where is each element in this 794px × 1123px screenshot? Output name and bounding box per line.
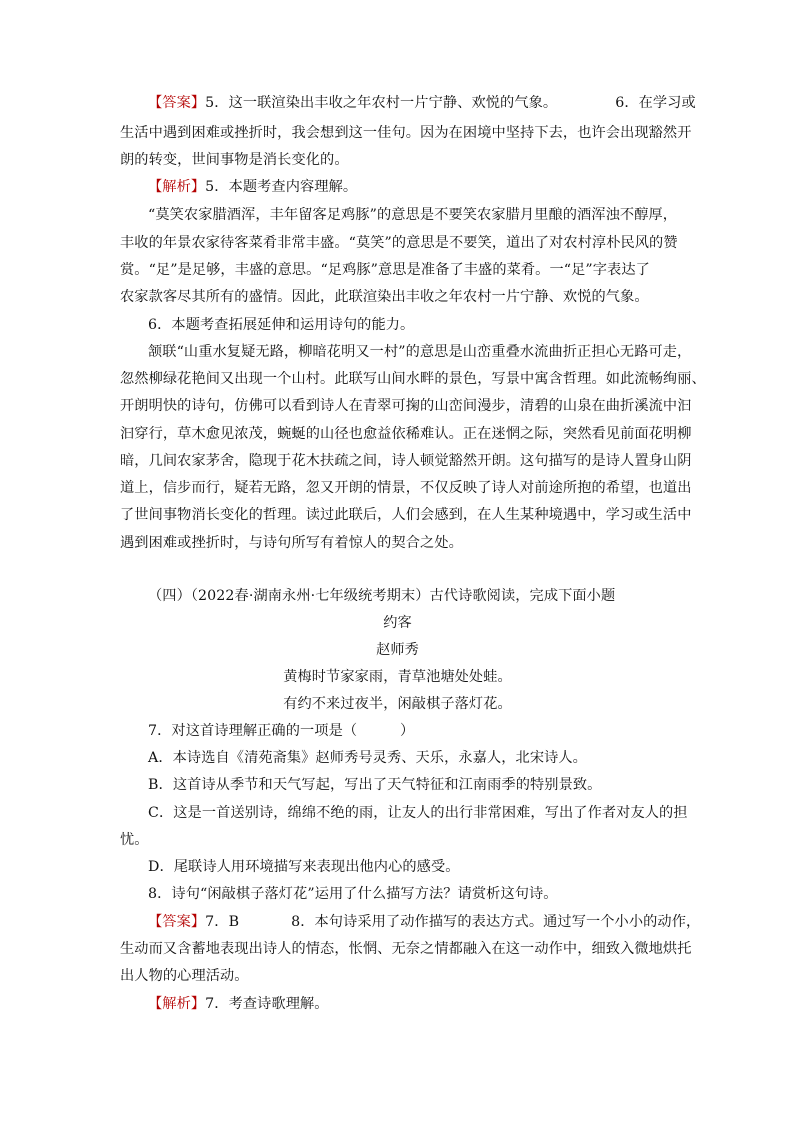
analysis-line-1 bbox=[148, 177, 675, 197]
analysis-5-title: 5．本题考查内容理解。 bbox=[205, 179, 358, 195]
analysis-paragraph-2-line: 道上，信步而行，疑若无路，忽又开朗的情景，不仅反映了诗人对前途所抱的希望，也道出 bbox=[120, 480, 692, 496]
option-d: D．尾联诗人用环境描写来表现出他内心的感受。 bbox=[148, 859, 460, 875]
analysis-tag: 【解析】 bbox=[148, 996, 206, 1012]
question-8: 8．诗句“闲敲棋子落灯花”运用了什么描写方法？请赏析这句诗。 bbox=[148, 886, 558, 902]
analysis-paragraph-1-line: 丰收的年景农家待客菜肴非常丰盛。“莫笑”的意思是不要笑，道出了对农村淳朴民风的赞 bbox=[120, 235, 678, 251]
analysis-paragraph-1-line: 赏。“足”是足够，丰盛的意思。“足鸡豚”意思是准备了丰盛的菜肴。一“足”字表达了 bbox=[120, 262, 650, 278]
answer-8-start: 8．本句诗采用了动作描写的表达方式。通过写一个小小的动作， bbox=[291, 914, 701, 930]
answer-tag: 【答案】 bbox=[148, 95, 206, 111]
poem-line-2: 有约不来过夜半，闲敲棋子落灯花。 bbox=[283, 696, 512, 712]
analysis-paragraph-1-line: “莫笑农家腊酒浑，丰年留客足鸡豚”的意思是不要笑农家腊月里酿的酒浑浊不醇厚， bbox=[148, 207, 678, 223]
answer-7: 7．B bbox=[205, 914, 240, 930]
answer2-line-1 bbox=[148, 912, 701, 932]
analysis-paragraph-2-line: 忽然柳绿花艳间又出现一个山村。此联写山间水畔的景色，写景中寓含哲理。如此流畅绚丽、 bbox=[120, 371, 706, 387]
analysis-6-title: 6．本题考查拓展延伸和运用诗句的能力。 bbox=[148, 317, 415, 333]
answer2-line-3: 出人物的心理活动。 bbox=[120, 968, 249, 984]
answer-line-3: 朗的转变，世间事物是消长变化的。 bbox=[120, 152, 349, 168]
analysis-paragraph-2-line: 了世间事物消长变化的哲理。读过此联后，人们会感到，在人生某种境遇中，学习或生活中 bbox=[120, 507, 692, 523]
answer-line-1 bbox=[148, 93, 696, 113]
analysis-paragraph-1-line: 农家款客尽其所有的盛情。因此，此联渲染出丰收之年农村一片宁静、欢悦的气象。 bbox=[120, 289, 649, 305]
analysis-paragraph-2-line: 遇到困难或挫折时，与诗句所写有着惊人的契合之处。 bbox=[120, 535, 463, 551]
poem-title: 约客 bbox=[383, 615, 412, 631]
answer2-line-2: 生动而又含蓄地表现出诗人的情态，怅惘、无奈之情都融入在这一动作中，细致入微地烘托 bbox=[120, 941, 692, 957]
section-heading: （四）（2022春·湖南永州·七年级统考期末）古代诗歌阅读，完成下面小题 bbox=[148, 588, 616, 604]
poem-author: 赵师秀 bbox=[376, 642, 419, 658]
analysis-paragraph-2-line: 暗，几间农家茅舍，隐现于花木扶疏之间，诗人顿觉豁然开朗。这句描写的是诗人置身山阴 bbox=[120, 453, 692, 469]
analysis-paragraph-2-line: 开朗明快的诗句，仿佛可以看到诗人在青翠可掬的山峦间漫步，清碧的山泉在曲折溪流中汩 bbox=[120, 398, 692, 414]
option-c-line-1: C．这是一首送别诗，绵绵不绝的雨，让友人的出行非常困难，写出了作者对友人的担 bbox=[148, 805, 688, 821]
question-7: 7．对这首诗理解正确的一项是（ ） bbox=[148, 723, 415, 739]
answer-5: 5．这一联渲染出丰收之年农村一片宁静、欢悦的气象。 bbox=[205, 95, 558, 111]
option-c-line-2: 忧。 bbox=[120, 832, 149, 848]
answer-line-2: 生活中遇到困难或挫折时，我会想到这一佳句。因为在困境中坚持下去，也许会出现豁然开 bbox=[120, 125, 692, 141]
option-b: B．这首诗从季节和天气写起，写出了天气特征和江南雨季的特别景致。 bbox=[148, 777, 602, 793]
answer-tag: 【答案】 bbox=[148, 914, 206, 930]
analysis-7-title: 7．考查诗歌理解。 bbox=[205, 996, 329, 1012]
analysis2-line-1 bbox=[148, 994, 675, 1014]
analysis-paragraph-2-line: 颔联“山重水复疑无路，柳暗花明又一村”的意思是山峦重叠水流曲折正担心无路可走， bbox=[148, 344, 692, 360]
answer-6-start: 6．在学习或 bbox=[615, 95, 696, 111]
poem-line-1: 黄梅时节家家雨，青草池塘处处蛙。 bbox=[283, 669, 512, 685]
analysis-tag: 【解析】 bbox=[148, 179, 206, 195]
option-a: A．本诗选自《清苑斋集》赵师秀号灵秀、天乐，永嘉人，北宋诗人。 bbox=[148, 750, 587, 766]
analysis-paragraph-2-line: 汩穿行，草木愈见浓茂，蜿蜒的山径也愈益依稀难认。正在迷惘之际，突然看见前面花明柳 bbox=[120, 426, 692, 442]
